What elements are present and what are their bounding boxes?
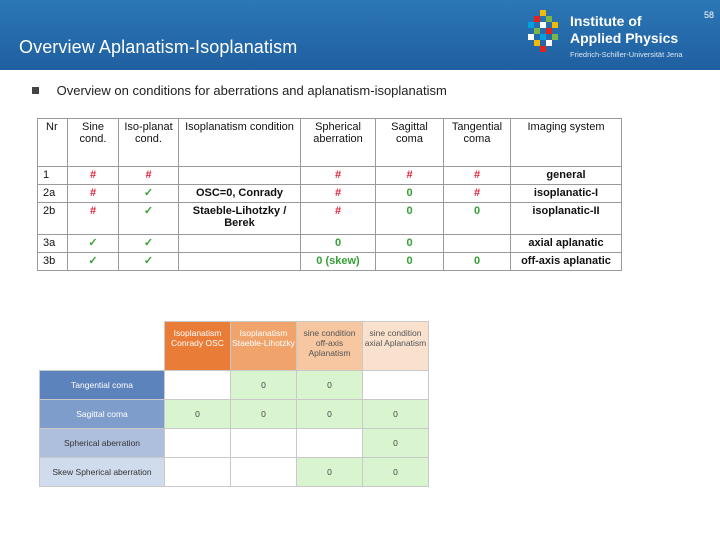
- cell-imaging: isoplanatic-II: [511, 203, 622, 235]
- matrix-row: [40, 371, 429, 400]
- col-header-sagittal: Sagittal coma: [376, 119, 444, 167]
- cell-spherical: #: [301, 185, 376, 203]
- cell-sine: ✓: [68, 253, 119, 271]
- matrix-col-header: Isoplanatism Staeble-Lihotzky: [231, 322, 297, 371]
- cell-iso: ✓: [119, 185, 179, 203]
- matrix-row: [40, 429, 429, 458]
- cell-sagittal: 0: [376, 253, 444, 271]
- cell-tangential: 0: [444, 253, 511, 271]
- table-row: [38, 185, 622, 203]
- institute-logo: [526, 10, 683, 60]
- cell-imaging: axial aplanatic: [511, 235, 622, 253]
- cell-isocond: Staeble-Lihotzky / Berek: [179, 203, 301, 235]
- col-header-isocondition: Isoplanatism condition: [179, 119, 301, 167]
- bullet-square-icon: [32, 87, 39, 94]
- cell-sagittal: 0: [376, 203, 444, 235]
- cell-isocond: [179, 167, 301, 185]
- matrix-cell: 0: [165, 400, 231, 429]
- slide-title: Overview Aplanatism-Isoplanatism: [19, 37, 298, 57]
- cell-iso: #: [119, 167, 179, 185]
- cell-nr: 3a: [38, 235, 68, 253]
- matrix-corner: [40, 322, 165, 371]
- col-header-imaging: Imaging system: [511, 119, 622, 167]
- matrix-row-label: Sagittal coma: [40, 400, 165, 429]
- cell-iso: ✓: [119, 235, 179, 253]
- matrix-row: [40, 458, 429, 487]
- cell-isocond: [179, 235, 301, 253]
- logo-line2: Applied Physics: [570, 30, 679, 46]
- matrix-cell: [165, 429, 231, 458]
- matrix-cell: [363, 371, 429, 400]
- cell-isocond: [179, 253, 301, 271]
- table-row: [38, 203, 622, 235]
- cell-imaging: isoplanatic-I: [511, 185, 622, 203]
- slide-number: 58: [703, 10, 714, 20]
- matrix-header-row: [40, 322, 429, 371]
- matrix-cell: 0: [297, 400, 363, 429]
- col-header-isoplanat: Iso-planat cond.: [119, 119, 179, 167]
- cell-nr: 3b: [38, 253, 68, 271]
- matrix-row-label: Tangential coma: [40, 371, 165, 400]
- logo-line3: Friedrich-Schiller-Universität Jena: [570, 50, 683, 59]
- matrix-col-header: sine condition off-axis Aplanatism: [297, 322, 363, 371]
- cell-nr: 2a: [38, 185, 68, 203]
- table-row: [38, 167, 622, 185]
- logo-mark-icon: [526, 10, 564, 52]
- table-header-row: [38, 119, 622, 167]
- matrix-row: [40, 400, 429, 429]
- matrix-col-header: sine condition axial Aplanatism: [363, 322, 429, 371]
- matrix-cell: 0: [297, 458, 363, 487]
- cell-sine: #: [68, 185, 119, 203]
- cell-tangential: 0: [444, 203, 511, 235]
- header-band: [0, 0, 720, 70]
- table-row: [38, 235, 622, 253]
- cell-nr: 2b: [38, 203, 68, 235]
- logo-line1: Institute of: [570, 13, 642, 29]
- matrix-col-header: Isoplanatism Conrady OSC: [165, 322, 231, 371]
- matrix-row-label: Skew Spherical aberration: [40, 458, 165, 487]
- cell-iso: ✓: [119, 253, 179, 271]
- cell-sine: ✓: [68, 235, 119, 253]
- cell-spherical: 0 (skew): [301, 253, 376, 271]
- conditions-table: [37, 118, 622, 271]
- matrix-cell: 0: [363, 458, 429, 487]
- col-header-nr: Nr: [38, 119, 68, 167]
- matrix-cell: [165, 371, 231, 400]
- cell-tangential: #: [444, 167, 511, 185]
- matrix-cell: 0: [231, 400, 297, 429]
- col-header-sine: Sine cond.: [68, 119, 119, 167]
- aberration-matrix: [39, 321, 429, 487]
- cell-sine: #: [68, 203, 119, 235]
- cell-tangential: #: [444, 185, 511, 203]
- matrix-cell: 0: [231, 371, 297, 400]
- cell-sine: #: [68, 167, 119, 185]
- matrix-cell: [165, 458, 231, 487]
- matrix-row-label: Spherical aberration: [40, 429, 165, 458]
- cell-nr: 1: [38, 167, 68, 185]
- col-header-spherical: Spherical aberration: [301, 119, 376, 167]
- matrix-cell: [231, 429, 297, 458]
- cell-imaging: off-axis aplanatic: [511, 253, 622, 271]
- cell-imaging: general: [511, 167, 622, 185]
- cell-sagittal: 0: [376, 185, 444, 203]
- bullet-item: [32, 83, 447, 98]
- cell-sagittal: 0: [376, 235, 444, 253]
- cell-isocond: OSC=0, Conrady: [179, 185, 301, 203]
- cell-iso: ✓: [119, 203, 179, 235]
- matrix-cell: 0: [297, 371, 363, 400]
- cell-spherical: #: [301, 167, 376, 185]
- cell-tangential: [444, 235, 511, 253]
- cell-spherical: 0: [301, 235, 376, 253]
- matrix-cell: [231, 458, 297, 487]
- col-header-tangential: Tangential coma: [444, 119, 511, 167]
- matrix-cell: 0: [363, 429, 429, 458]
- table-row: [38, 253, 622, 271]
- matrix-cell: 0: [363, 400, 429, 429]
- matrix-table: [39, 321, 429, 487]
- cell-spherical: #: [301, 203, 376, 235]
- cell-sagittal: #: [376, 167, 444, 185]
- bullet-text: Overview on conditions for aberrations and aplanatism-isoplanatism: [56, 83, 447, 98]
- matrix-cell: [297, 429, 363, 458]
